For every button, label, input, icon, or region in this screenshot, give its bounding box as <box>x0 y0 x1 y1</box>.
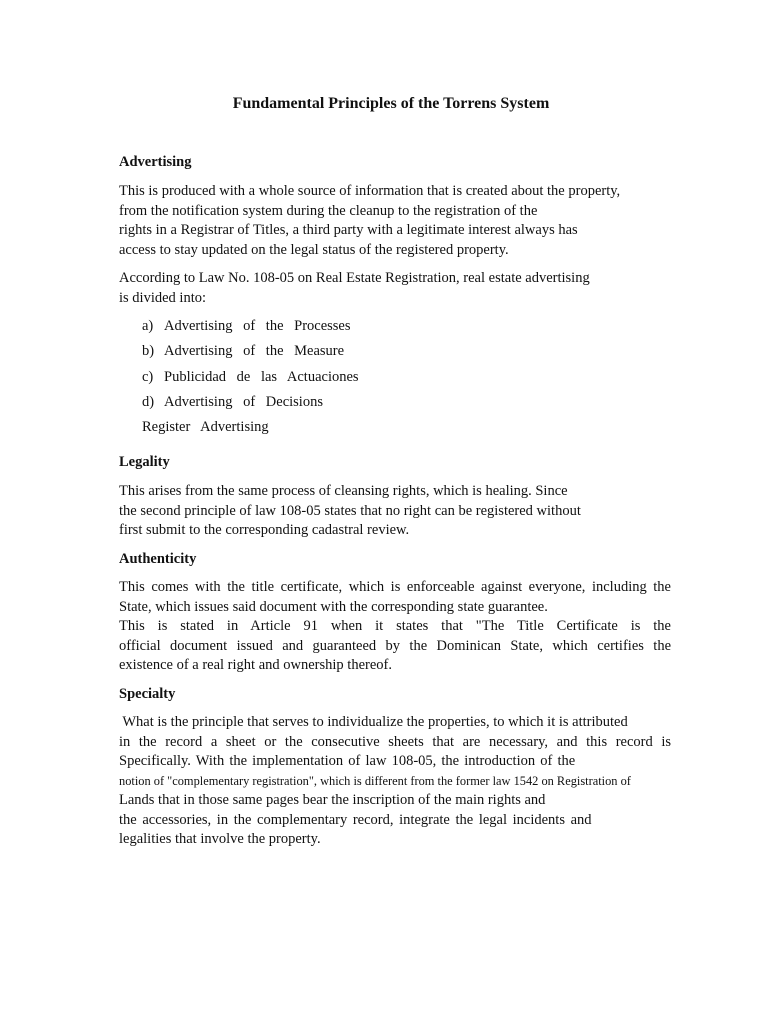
text-line: first submit to the corresponding cadastral review. <box>119 522 410 538</box>
list-item-label: d) <box>142 393 155 410</box>
text-line: from the notification system during the cleanup to the registration of the <box>119 202 538 219</box>
text-line: rights in a Registrar of Titles, a third party with a legitimate interest always has <box>119 222 578 238</box>
list-item-text: Register Advertising <box>142 419 269 436</box>
text-line: access to stay updated on the legal status of the registered property. <box>119 241 509 258</box>
section-heading-specialty: Specialty <box>119 686 176 702</box>
text-line: According to Law No. 108-05 on Real Estate Registration, real estate advertising <box>119 270 590 286</box>
text-line: notion of "complementary registration", which is different from the former law 1542 on Registration of <box>119 773 631 788</box>
text-line: official document issued and guaranteed by the Dominican State, which certifies the <box>119 637 671 654</box>
list-item-label: c) <box>142 368 154 385</box>
text-line: This comes with the title certificate, which is enforceable against everyone, including the <box>119 579 671 595</box>
text-line: the second principle of law 108-05 states that no right can be registered without <box>119 502 581 519</box>
text-line: the accessories, in the complementary record, integrate the legal incidents and <box>119 811 592 828</box>
text-line: This is stated in Article 91 when it states that "The Title Certificate is the <box>119 618 671 634</box>
advertising-list <box>142 314 359 440</box>
list-item <box>142 339 359 364</box>
text-line: This arises from the same process of cleansing rights, which is healing. Since <box>119 483 568 499</box>
advertising-paragraph-2 <box>119 269 671 308</box>
list-item <box>142 314 359 339</box>
list-item-text: Advertising of Decisions <box>164 393 323 410</box>
list-item-text: Advertising of the Processes <box>164 318 351 334</box>
text-line: What is the principle that serves to individualize the properties, to which it is attributed <box>119 714 628 730</box>
list-item-text: Publicidad de las Actuaciones <box>164 368 359 385</box>
text-line: is divided into: <box>119 289 206 306</box>
list-item-label: b) <box>142 343 155 360</box>
section-heading-legality: Legality <box>119 454 170 470</box>
text-line: State, which issues said document with the corresponding state guarantee. <box>119 598 548 615</box>
list-item <box>142 390 359 415</box>
list-item <box>142 415 359 440</box>
authenticity-paragraph <box>119 578 671 676</box>
list-item <box>142 365 359 390</box>
advertising-paragraph-1 <box>119 182 671 260</box>
document-title: Fundamental Principles of the Torrens System <box>232 95 550 112</box>
section-heading-advertising: Advertising <box>119 154 192 170</box>
legality-paragraph <box>119 482 671 541</box>
text-line: This is produced with a whole source of information that is created about the property, <box>119 183 621 199</box>
specialty-paragraph <box>119 713 671 850</box>
list-item-label: a) <box>142 318 154 334</box>
list-item-text: Advertising of the Measure <box>164 343 345 360</box>
text-line: Lands that in those same pages bear the inscription of the main rights and <box>119 792 546 808</box>
text-line: Specifically. With the implementation of law 108-05, the introduction of the <box>119 753 576 769</box>
text-line: legalities that involve the property. <box>119 831 321 847</box>
text-line: in the record a sheet or the consecutive sheets that are necessary, and this record is <box>119 733 671 750</box>
section-heading-authenticity: Authenticity <box>119 551 197 567</box>
text-line: existence of a real right and ownership thereof. <box>119 657 392 673</box>
